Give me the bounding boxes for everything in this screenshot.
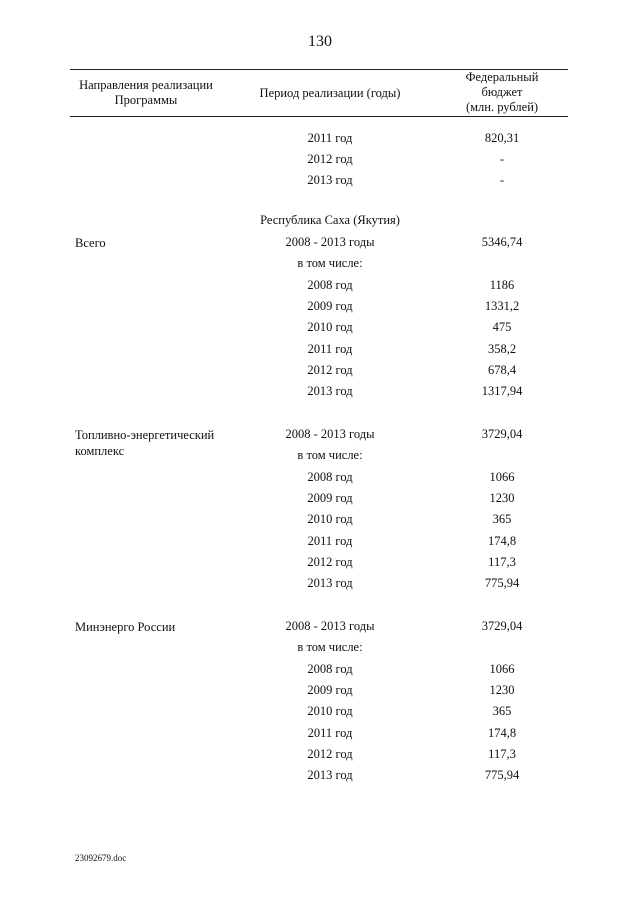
table-row-value: 358,2 [487,342,517,356]
header-col-directions: Направления реализации Программы [79,78,213,107]
table-row-period: в том числе: [297,448,363,462]
table-row-value: 5346,74 [481,235,523,249]
table-row-value: 475 [492,320,512,334]
table-row-period: в том числе: [297,256,363,270]
table-row-period: 2008 год [307,278,353,292]
table-row-value: 1317,94 [481,384,523,398]
header-col-budget-2: бюджет [481,85,523,99]
table-row-value: 1186 [489,278,515,292]
table-row-period: 2011 год [307,131,353,145]
table-row-value: 775,94 [484,576,520,590]
table-row-value: 365 [492,704,512,718]
table-row-period: 2010 год [307,704,353,718]
table-row-period: 2008 год [307,662,353,676]
table-row-period: 2009 год [307,299,353,313]
table-row-period: 2010 год [307,512,353,526]
header-col-budget-1: Федеральный [465,70,539,84]
table-row-value: - [499,152,505,166]
table-row-period: 2012 год [307,363,353,377]
table-row-period: 2009 год [307,683,353,697]
region-title: Республика Саха (Якутия) [260,213,400,227]
table-row-value: 1230 [489,683,515,697]
table-row-value: 1331,2 [484,299,520,313]
table-row-period: 2008 - 2013 годы [285,235,375,249]
section-label: Всего [75,236,106,250]
table-row-value: 678,4 [487,363,517,377]
section-label: Минэнерго России [75,620,176,634]
table-row-period: 2010 год [307,320,353,334]
table-row-period: 2013 год [307,768,353,782]
table-row-period: 2013 год [307,576,353,590]
table-row-value: 365 [492,512,512,526]
table-row-period: 2012 год [307,555,353,569]
header-col-budget-3: (млн. рублей) [465,100,539,114]
page-number: 130 [308,33,332,50]
table-row-value: 117,3 [488,747,516,761]
table-row-value: 3729,04 [481,619,523,633]
table-header-rule [70,116,568,117]
table-row-period: 2008 - 2013 годы [285,619,375,633]
table-row-period: 2012 год [307,152,353,166]
table-row-value: - [499,173,505,187]
table-row-period: 2008 - 2013 годы [285,427,375,441]
header-col-period: Период реализации (годы) [259,86,401,100]
table-row-period: 2011 год [307,342,353,356]
footer-filename: 23092679.doc [75,853,127,863]
table-row-value: 3729,04 [481,427,523,441]
table-row-value: 1066 [489,662,515,676]
table-row-period: 2013 год [307,384,353,398]
table-row-period: 2013 год [307,173,353,187]
table-row-value: 1230 [489,491,515,505]
table-row-period: 2008 год [307,470,353,484]
table-row-period: 2011 год [307,534,353,548]
section-label: Топливно-энергетический комплекс [75,428,215,458]
table-row-value: 820,31 [484,131,520,145]
table-row-value: 117,3 [488,555,516,569]
table-row-value: 174,8 [487,726,517,740]
table-row-period: в том числе: [297,640,363,654]
table-row-value: 775,94 [484,768,520,782]
table-row-value: 174,8 [487,534,517,548]
table-row-period: 2012 год [307,747,353,761]
table-row-value: 1066 [489,470,515,484]
table-row-period: 2011 год [307,726,353,740]
table-row-period: 2009 год [307,491,353,505]
